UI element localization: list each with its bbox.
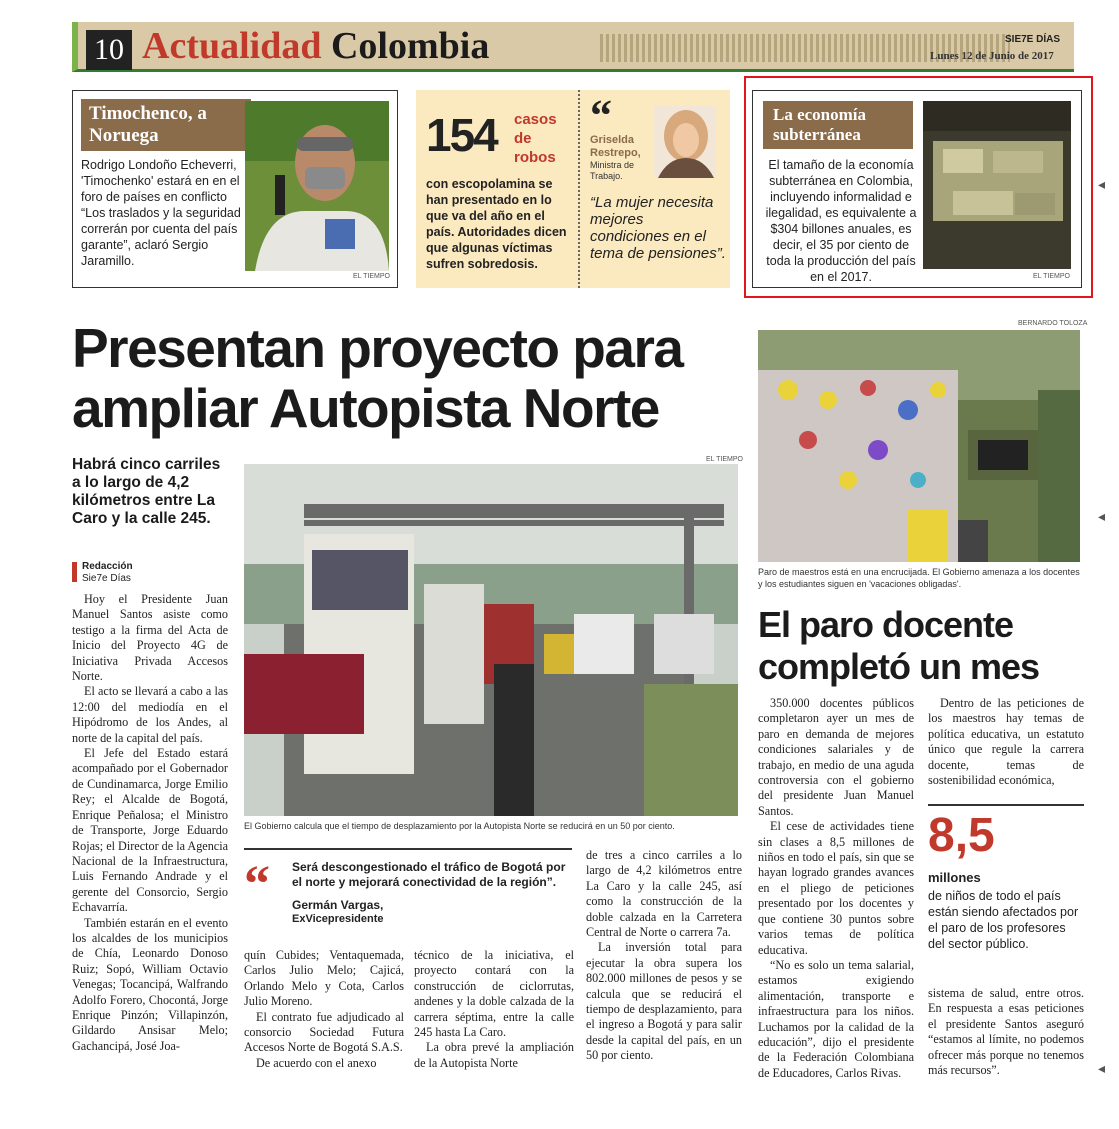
paragraph: de tres a cinco carriles a lo largo de 4,2 kilómetros entre La Caro y la calle 245, así como la construcción de la doble calzada en la Carretera Central de Norte o carrera 7a. [586, 848, 742, 940]
photo-caption: Paro de maestros está en una encrucijada. El Gobierno amenaza a los docentes y los estudiantes siguen en 'vacaciones obligadas'. [758, 567, 1080, 589]
stat-unit: millones [928, 870, 981, 885]
fold-arrow-icon: ◂ [1098, 508, 1106, 524]
brief-griselda [578, 90, 730, 288]
fold-arrow-icon: ◂ [1098, 1060, 1106, 1076]
article1-column-4 [586, 848, 742, 1064]
quote-person-name: Griselda Restrepo, [590, 134, 641, 159]
stat-number: 8,5 [928, 809, 995, 862]
section-word-colombia: Colombia [330, 25, 490, 67]
robos-number: 154 [426, 109, 497, 161]
article2-column-2b [928, 986, 1084, 1078]
robos-body: con escopolamina se han presentado en lo que va del año en el país. Autoridades dicen que algunas víctimas sufren sobredosis. [426, 177, 567, 271]
brief-title: La economía subterránea [763, 101, 913, 149]
article1-headline [72, 318, 732, 438]
paragraph: El cese de actividades tiene sin clases a 8,5 millones de niños en todo el país, sin que se hayan logrado grandes avances en el pliego de peticiones presentado por los docentes y que contiene 30 puntos sobre varios temas de política educativa. [758, 819, 914, 957]
paragraph: La obra prevé la ampliación de la Autopista Norte [414, 1040, 574, 1070]
photo-caption: El Gobierno calcula que el tiempo de desplazamiento por la Autopista Norte se reducirá en un 50 por ciento. [244, 821, 675, 831]
byline-name: Redacción [82, 561, 133, 572]
robos-label: casos de robos [514, 111, 557, 166]
pullquote-name: Germán Vargas, [292, 898, 384, 912]
stat-text: de niños de todo el país están siendo afectados por el paro de los profesores del sector público. [928, 889, 1079, 951]
article2-headline [758, 604, 1088, 688]
paper-name: SIE7E DÍAS [1005, 34, 1061, 45]
paragraph: La inversión total para ejecutar la obra supera los 802.000 millones de pesos y se calcula que se reducirá el tiempo de desplazamiento, para el ingreso a Bogotá y para salir desde la capital del país, en un 50 por ciento. [586, 940, 742, 1063]
photo-credit: EL TIEMPO [1033, 273, 1070, 280]
paragraph: sistema de salud, entre otros. En respuesta a esas peticiones el presidente Santos aseguró “estamos al límite, no podemos ofrecer más porque no tenemos más recursos”. [928, 986, 1084, 1078]
pullquote-rule [244, 848, 572, 850]
paragraph: “No es solo un tema salarial, estamos exigiendo alimentación, transporte e infraestructura para los niños. Luchamos por la calidad de la educación”, dijo el presidente de la Federación Colombiana de Educadores, Carlos Rivas. [758, 957, 914, 1080]
stat-rule [928, 804, 1084, 806]
article2-column-1 [758, 696, 914, 1081]
pullquote-text: Será descongestionado el tráfico de Bogotá por el norte y mejorará conectividad de la región”. [292, 860, 566, 889]
quote-text: “La mujer necesita mejores condiciones en el tema de pensiones”. [590, 194, 726, 262]
section-word-actualidad: Actualidad [142, 25, 322, 67]
photo-credit: EL TIEMPO [706, 456, 743, 463]
paragraph: El Jefe del Estado estará acompañado por el Gobernador de Cundinamarca, Jorge Emilio Rey; el Alcalde de Bogotá, Enrique Peñalosa; el Ministro de Transporte, Jorge Eduardo Rojas; el Director de la Agencia Nacional de la Infraestructura, Luis Fernando Andrade y el gerente del Consorcio, Sergio Echavarría. [72, 746, 229, 915]
article2-column-2 [928, 696, 1084, 788]
fold-arrow-icon: ◂ [1098, 176, 1106, 192]
article2-headline-line2: completó un mes [758, 646, 1040, 687]
byline-org: Sie7e Días [82, 573, 131, 584]
brief-timochenko [72, 90, 398, 288]
brief-robos [416, 90, 578, 288]
photo-credit: BERNARDO TOLOZA [1018, 320, 1088, 327]
paragraph: quín Cubides; Ventaquemada, Carlos Julio Melo; Cajicá, Orlando Melo y Cota, Carlos Julio Moreno. [244, 948, 404, 1009]
paro-photo [758, 330, 1080, 562]
paragraph: técnico de la iniciativa, el proyecto contará con la construcción de ciclorrutas, andenes y la doble calzada de la carrera séptima, entre la calle 245 hasta La Caro. [414, 948, 574, 1040]
article1-deck: Habrá cinco carriles a lo largo de 4,2 kilómetros entre La Caro y la calle 245. [72, 456, 221, 527]
photo-credit: EL TIEMPO [353, 273, 390, 280]
quote-icon: “ [590, 91, 612, 140]
article1-headline-line1: Presentan proyecto para [72, 317, 683, 379]
paragraph: 350.000 docentes públicos completaron ayer un mes de paro en demanda de mejores condiciones salariales y de trabajo, en medio de una aguda controversia con el gobierno del presidente Juan Manuel Santos. [758, 696, 914, 818]
paragraph: También estarán en el evento los alcaldes de los municipios de Chía, Leonardo Donoso Ruiz; Sopó, William Octavio Venegas; Tocancipá, Walfrando Adolfo Forero, Chocontá, Jorge Enrique Pinzón; Villapinzón, Gildardo Ansisar Melo; Gachancipá, José Joa- [72, 915, 228, 1053]
brief-body: Rodrigo Londoño Echeverri, 'Timochenko' estará en en el foro de países en conflicto “Los traslados y la seguridad correrán por cuenta del país garante”, aclaró Sergio Jaramillo. [81, 158, 241, 268]
pullquote [244, 858, 572, 938]
section-title [142, 24, 489, 68]
paragraph: Dentro de las peticiones de los maestros hay temas de política educativa, un estatuto único que regule la carrera docente, temas de sostenibilidad económica, [928, 696, 1084, 788]
pullquote-role: ExVicepresidente [292, 913, 384, 925]
page-number: 10 [86, 30, 132, 70]
paragraph: El contrato fue adjudicado al consorcio Sociedad Futura Accesos Norte de Bogotá S.A.S. [244, 1009, 404, 1055]
article1-headline-line2: ampliar Autopista Norte [72, 377, 659, 439]
paragraph: Hoy el Presidente Juan Manuel Santos asiste como testigo a la firma del Acta de Inicio del Proyecto 4G de Iniciativa Privada Accesos Norte. [72, 592, 228, 684]
paragraph: El acto se llevará a cabo a las 12:00 del mediodía en el Hipódromo de los Andes, al norte de la capital del país. [72, 684, 228, 745]
quote-person-role: Ministra de Trabajo. [590, 160, 635, 181]
article1-column-2 [244, 948, 404, 1071]
money-photo [923, 101, 1071, 269]
paragraph: De acuerdo con el anexo [256, 1055, 377, 1070]
article2-headline-line1: El paro docente [758, 604, 1014, 645]
griselda-photo [654, 106, 716, 178]
article1-column-3 [414, 948, 574, 1071]
article1-column-1 [72, 592, 228, 1054]
brief-title: Timochenco, a Noruega [81, 99, 251, 151]
brief-economia [752, 90, 1082, 288]
paper-date: Lunes 12 de Junio de 2017 [930, 50, 1054, 62]
quote-icon: “ [244, 856, 270, 913]
autopista-photo [244, 464, 738, 816]
brief-body: El tamaño de la economía subterránea en Colombia, incluyendo informalidad e ilegalidad, es equivalente a $304 billones anuales, es decir, el 35 por ciento de toda la producción del país en el 2017. [765, 158, 917, 284]
timochenko-photo [245, 101, 389, 271]
byline-marker [72, 562, 77, 582]
